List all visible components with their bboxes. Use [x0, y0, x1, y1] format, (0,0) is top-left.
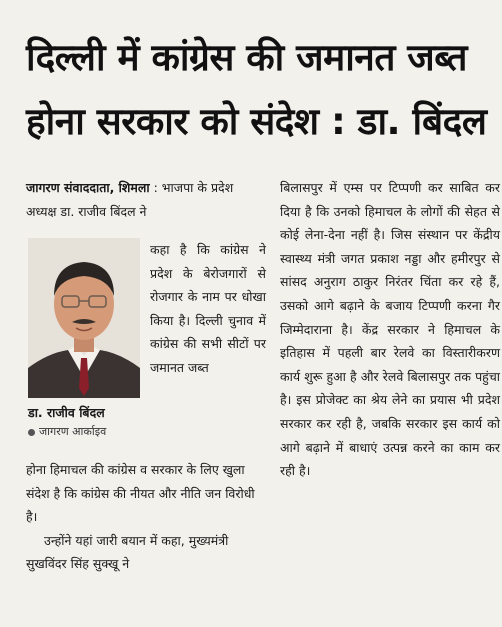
- article-intro: [26, 176, 266, 223]
- intro-text: : भाजपा के प्रदेश अध्यक्ष डा. राजीव बिंदल ने: [26, 180, 234, 219]
- portrait-photo: [28, 238, 140, 398]
- caption-credit: [28, 423, 140, 441]
- headline-line-1: दिल्ली में कांग्रेस की जमानत जब्त: [26, 36, 467, 79]
- article-left-bottom: [26, 458, 266, 576]
- right-column-text: बिलासपुर में एम्स पर टिप्पणी कर साबित कर दिया है कि उनको हिमाचल के लोगों की सेहत से कोई लेना-देना नहीं है। जिस संस्थान पर केंद्रीय स्वास्थ्य मंत्री जगत प्रकाश नड्डा और हमीरपुर से सांसद अनुराग ठाकुर निरंतर चिंता कर रहे हैं, उसको आगे बढ़ाने के बजाय टिप्पणी करना गैर जिम्मेदाराना है। केंद्र सरकार ने हिमाचल के इतिहास में पहली बार रेलवे का विस्तारीकरण कार्य शुरू हुआ है और रेलवे बिलासपुर तक पहुंचा है। इस प्रोजेक्ट का श्रेय लेने का प्रयास भी प्रदेश सरकार कर रही है, जबकि सरकार इस कार्य को आगे बढ़ाने में बाधाएं उत्पन्न करने का काम कर रही है।: [280, 180, 500, 479]
- caption-credit-text: जागरण आर्काइव: [39, 425, 107, 438]
- headline: [26, 26, 496, 154]
- byline: जागरण संवाददाता, शिमला: [26, 180, 150, 195]
- caption-name: डा. राजीव बिंदल: [28, 405, 105, 420]
- paragraph-2: उन्होंने यहां जारी बयान में कहा, मुख्यमंत्री सुखविंदर सिंह सुक्खू ने: [26, 532, 229, 572]
- bullet-icon: [28, 429, 35, 436]
- portrait-illustration: [28, 238, 140, 398]
- photo-caption: [28, 403, 140, 441]
- article-right-column: [280, 176, 500, 483]
- article-wrap-text: कहा है कि कांग्रेस ने प्रदेश के बेरोजगारों से रोजगार के नाम पर धोखा किया है। दिल्ली चुनाव में कांग्रेस की सभी सीटों पर जमानत जब्त: [150, 242, 266, 375]
- paragraph-continuation: होना हिमाचल की कांग्रेस व सरकार के लिए खुला संदेश है कि कांग्रेस की नीयत और नीति जन विरोधी है।: [26, 462, 255, 525]
- headline-line-2: होना सरकार को संदेश : डा. बिंदल: [26, 100, 487, 143]
